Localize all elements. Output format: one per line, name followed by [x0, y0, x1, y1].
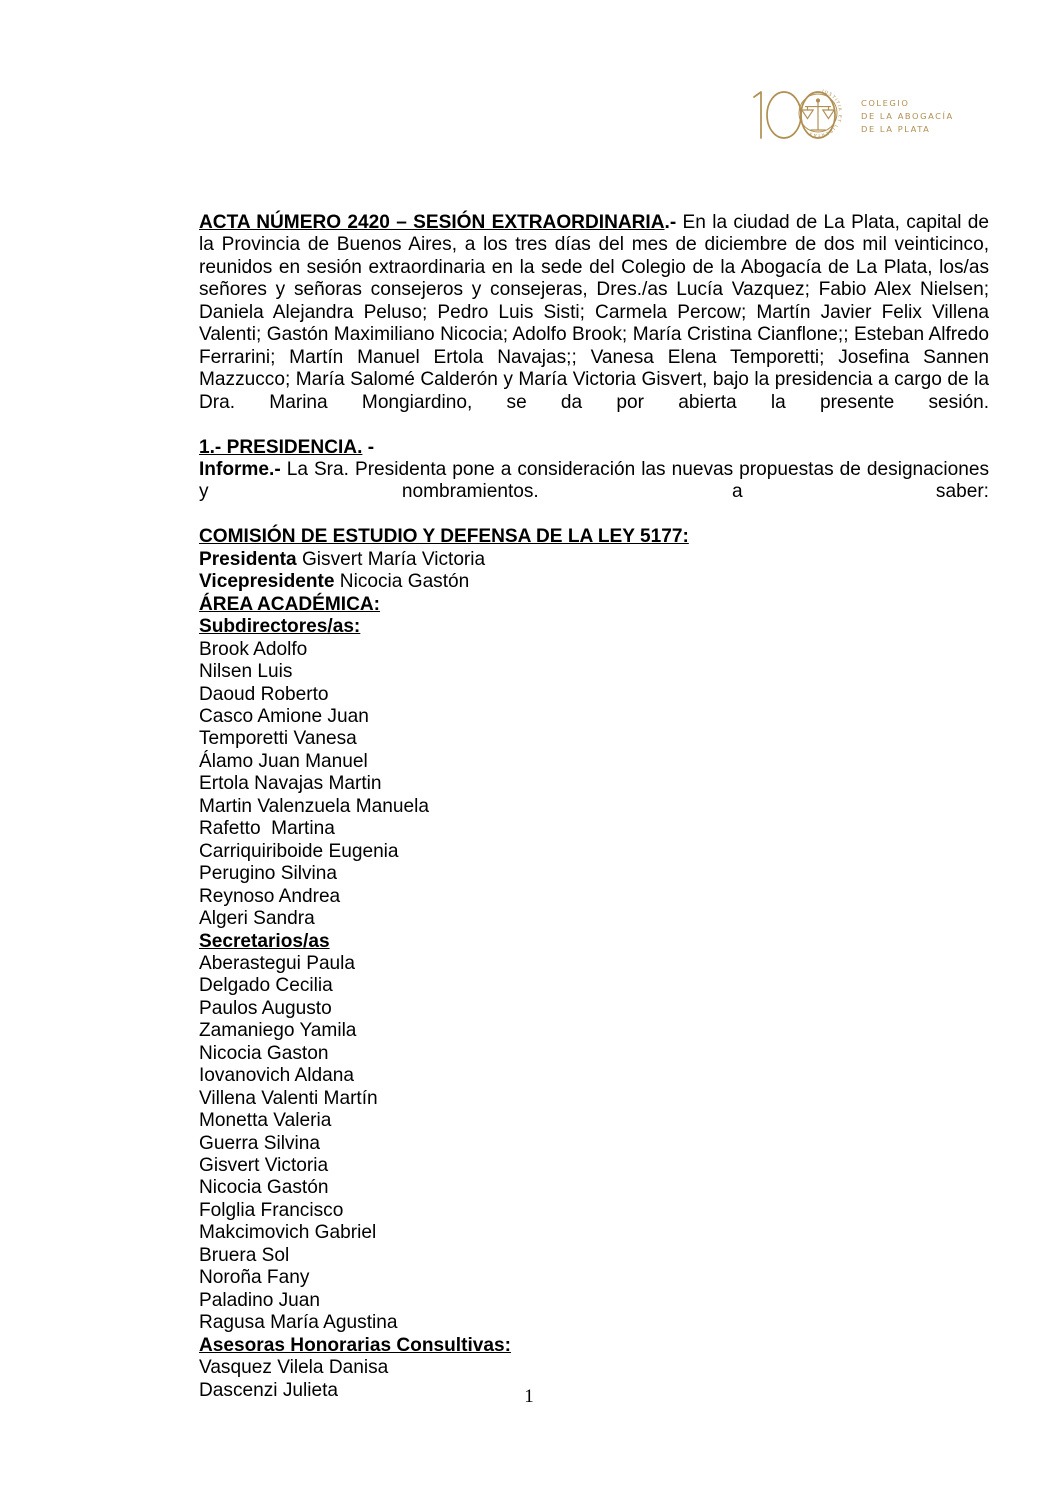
- name-line: Paladino Juan: [199, 1289, 321, 1311]
- section-presidencia-suffix: -: [362, 436, 375, 458]
- svg-text:JUSTITIA ET LIBERTAS: JUSTITIA ET LIBERTAS: [807, 89, 843, 138]
- logo-wordmark: [861, 97, 954, 133]
- name-line: Algeri Sandra: [199, 908, 315, 930]
- area-academica-heading: [199, 594, 989, 616]
- opening-paragraph: [199, 212, 989, 437]
- name-line: Ragusa María Agustina: [199, 1312, 398, 1334]
- name-line: Folglia Francisco: [199, 1199, 344, 1221]
- name-line: Iovanovich Aldana: [199, 1065, 354, 1087]
- name-line: Paulos Augusto: [199, 997, 332, 1019]
- name-line: Guerra Silvina: [199, 1132, 320, 1154]
- document-body: [199, 212, 989, 1402]
- name-line: Brook Adolfo: [199, 638, 308, 660]
- name-line: Gisvert Victoria: [199, 1155, 329, 1177]
- name-line: Rafetto Martina: [199, 818, 335, 840]
- opening-paragraph-text: En la ciudad de La Plata, capital de la Provincia de Buenos Aires, a los tres días del mes de diciembre de dos mil veinticinco, reunidos en sesión extraordinaria en la sede del Colegio de la Abogacía de La Plata, los/as señores y señoras consejeros y consejeras, Dres./as Lucía Vazquez; Fabio Alex Nielsen; Daniela Alejandra Peluso; Pedro Luis Sisti; Carmela Percow; Martín Javier Felix Villena Valenti; Gastón Maximiliano Nicocia; Adolfo Brook; María Cristina Cianflone;; Esteban Alfredo Ferrarini; Martín Manuel Ertola Navajas;; Vanesa Elena Temporetti; Josefina Sannen Mazzucco; María Salomé Calderón y María Victoria Gisvert, bajo la presidencia a cargo de la Dra. Marina Mongiardino, se da por abierta la presente sesión.: [199, 212, 989, 413]
- section-presidencia-label: 1.- PRESIDENCIA.: [199, 436, 363, 458]
- name-line: Nicocia Gastón: [199, 1177, 329, 1199]
- asesoras-label: Asesoras Honorarias Consultivas:: [199, 1334, 511, 1356]
- informe-label: Informe.-: [199, 458, 281, 480]
- secretarios-list: [199, 953, 989, 1335]
- name-line: Temporetti Vanesa: [199, 728, 357, 750]
- logo-line-2: DE LA ABOGACÍA: [861, 110, 954, 121]
- name-line: Reynoso Andrea: [199, 885, 341, 907]
- vicepresidente-row: [199, 571, 989, 593]
- name-line: Daoud Roberto: [199, 683, 329, 705]
- page-number: 1: [524, 1386, 534, 1407]
- informe-paragraph: [199, 459, 989, 526]
- name-line: Casco Amione Juan: [199, 705, 369, 727]
- name-line: Delgado Cecilia: [199, 975, 333, 997]
- subdirectores-heading: [199, 616, 989, 638]
- acta-heading-suffix: .-: [664, 212, 677, 233]
- name-line: Noroña Fany: [199, 1267, 310, 1289]
- acta-heading: ACTA NÚMERO 2420 – SESIÓN EXTRAORDINARIA: [199, 212, 665, 233]
- section-presidencia-heading: [199, 437, 989, 459]
- logo-line-3: DE LA PLATA: [861, 123, 931, 134]
- presidenta-name: Gisvert María Victoria: [296, 548, 486, 570]
- vicepresidente-name: Nicocia Gastón: [334, 571, 470, 593]
- presidenta-label: Presidenta: [199, 548, 297, 570]
- logo-line-1: COLEGIO: [861, 98, 910, 109]
- name-line: Zamaniego Yamila: [199, 1020, 357, 1042]
- name-line: Bruera Sol: [199, 1244, 290, 1266]
- area-academica-label: ÁREA ACADÉMICA:: [199, 593, 381, 615]
- name-line: Nicocia Gaston: [199, 1042, 329, 1064]
- name-line: Nilsen Luis: [199, 661, 293, 683]
- subdirectores-list: [199, 639, 989, 931]
- name-line: Makcimovich Gabriel: [199, 1222, 377, 1244]
- name-line: Monetta Valeria: [199, 1110, 332, 1132]
- name-line: Álamo Juan Manuel: [199, 750, 368, 772]
- secretarios-heading: [199, 931, 989, 953]
- logo-100-emblem-icon: [748, 84, 852, 146]
- name-line: Martin Valenzuela Manuela: [199, 795, 429, 817]
- name-line: Villena Valenti Martín: [199, 1087, 378, 1109]
- presidenta-row: [199, 549, 989, 571]
- name-line: Ertola Navajas Martin: [199, 773, 382, 795]
- informe-text: La Sra. Presidenta pone a consideración las nuevas propuestas de designaciones y nombramientos. a saber:: [199, 458, 989, 503]
- vicepresidente-label: Vicepresidente: [199, 571, 335, 593]
- name-line: Vasquez Vilela Danisa: [199, 1357, 389, 1379]
- colegio-abogacia-logo: [748, 82, 964, 148]
- name-line: Perugino Silvina: [199, 863, 337, 885]
- asesoras-heading: [199, 1335, 989, 1357]
- secretarios-label: Secretarios/as: [199, 930, 330, 952]
- name-line: Aberastegui Paula: [199, 952, 356, 974]
- comision-ley-5177-label: COMISIÓN DE ESTUDIO Y DEFENSA DE LA LEY 5177:: [199, 526, 689, 548]
- name-line: Dascenzi Julieta: [199, 1379, 339, 1401]
- comision-ley-5177-heading: [199, 526, 989, 548]
- subdirectores-label: Subdirectores/as:: [199, 616, 361, 638]
- name-line: Carriquiriboide Eugenia: [199, 840, 399, 862]
